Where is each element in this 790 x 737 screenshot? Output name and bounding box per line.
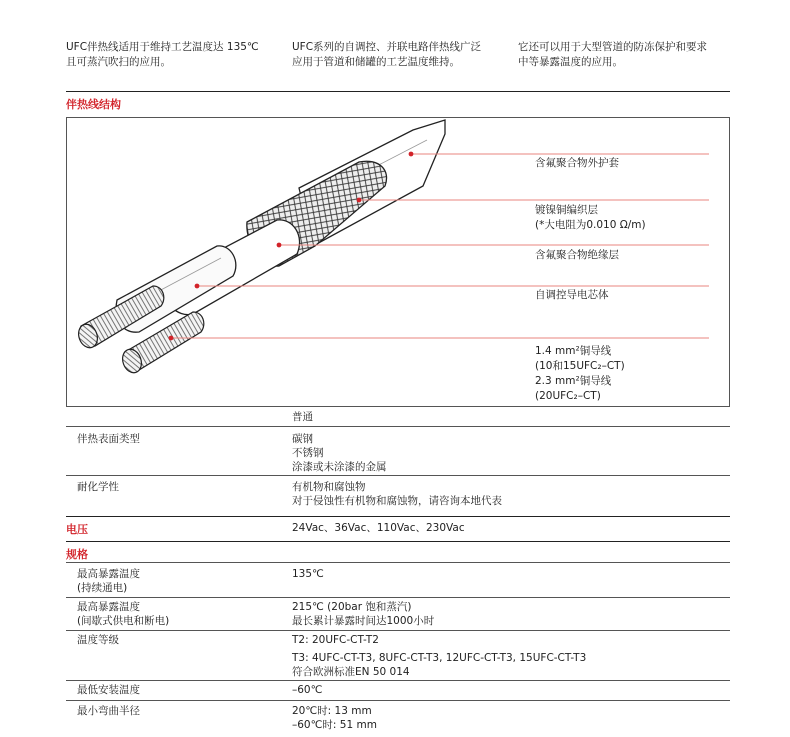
spec-label bbox=[77, 567, 140, 595]
row-divider bbox=[66, 475, 730, 476]
voltage-title: 电压 bbox=[66, 523, 88, 536]
value-text: T3: 4UFC-CT-T3, 8UFC-CT-T3, 12UFC-CT-T3, 15UFC-CT-T3 bbox=[292, 652, 587, 664]
row-divider bbox=[66, 426, 730, 427]
spec-value bbox=[292, 633, 586, 679]
callout-text: (20UFC₂–CT) bbox=[535, 390, 601, 402]
callout-text: 含氟聚合物绝缘层 bbox=[535, 249, 619, 261]
row-divider bbox=[66, 680, 730, 681]
spec-label bbox=[77, 704, 140, 718]
general-header: 普通 bbox=[292, 411, 313, 423]
callout-core bbox=[535, 288, 609, 303]
spec-value bbox=[292, 480, 502, 508]
label-text: 最高暴露温度 bbox=[77, 601, 140, 613]
intro-text: 中等暴露温度的应用。 bbox=[518, 56, 623, 68]
value-text: 20℃时: 13 mm bbox=[292, 705, 372, 717]
spec-value bbox=[292, 432, 387, 474]
section-divider bbox=[66, 516, 730, 517]
value-text: 符合欧洲标准EN 50 014 bbox=[292, 666, 410, 678]
cable-illustration bbox=[67, 118, 731, 408]
callout-text: 1.4 mm²铜导线 bbox=[535, 345, 612, 357]
row-divider bbox=[66, 700, 730, 701]
intro-text: 且可蒸汽吹扫的应用。 bbox=[66, 56, 171, 68]
spec-value bbox=[292, 567, 324, 581]
value-text: –60℃时: 51 mm bbox=[292, 719, 377, 731]
value-text: 有机物和腐蚀物 bbox=[292, 481, 366, 493]
section-divider bbox=[66, 91, 730, 92]
spec-label bbox=[77, 480, 119, 494]
row-divider bbox=[66, 630, 730, 631]
row-divider bbox=[66, 562, 730, 563]
callout-text: 含氟聚合物外护套 bbox=[535, 157, 619, 169]
value-text: –60℃ bbox=[292, 684, 323, 696]
label-text: 最小弯曲半径 bbox=[77, 705, 140, 717]
callout-outer-jacket bbox=[535, 156, 619, 171]
row-divider bbox=[66, 597, 730, 598]
label-text: (间歇式供电和断电) bbox=[77, 615, 170, 627]
spec-value bbox=[292, 704, 377, 732]
label-text: 伴热表面类型 bbox=[77, 433, 140, 445]
label-text: 最高暴露温度 bbox=[77, 568, 140, 580]
spec-value bbox=[292, 600, 434, 628]
callout-braid bbox=[535, 203, 646, 233]
intro-column-2 bbox=[292, 40, 481, 70]
intro-column-3 bbox=[518, 40, 707, 70]
label-text: 温度等级 bbox=[77, 634, 119, 646]
voltage-value: 24Vac、36Vac、110Vac、230Vac bbox=[292, 522, 465, 534]
cable-structure-figure bbox=[66, 117, 730, 407]
structure-title: 伴热线结构 bbox=[66, 98, 121, 111]
intro-text: UFC系列的自调控、并联电路伴热线广泛 bbox=[292, 41, 482, 53]
callout-text: 镀镍铜编织层 bbox=[535, 204, 598, 216]
section-divider bbox=[66, 541, 730, 542]
intro-text: 应用于管道和储罐的工艺温度维持。 bbox=[292, 56, 460, 68]
callout-text: (10和15UFC₂–CT) bbox=[535, 360, 625, 372]
label-text: 最低安装温度 bbox=[77, 684, 140, 696]
spec-value bbox=[292, 683, 322, 697]
spec-label bbox=[77, 683, 140, 697]
value-text: 最长累计暴露时间达1000小时 bbox=[292, 615, 435, 627]
specs-title: 规格 bbox=[66, 548, 88, 561]
callout-insulation bbox=[535, 248, 619, 263]
value-text: 对于侵蚀性有机物和腐蚀物，请咨询本地代表 bbox=[292, 495, 502, 507]
intro-text: UFC伴热线适用于维持工艺温度达 135℃ bbox=[66, 41, 259, 53]
value-text: 不锈钢 bbox=[292, 447, 324, 459]
intro-text: 它还可以用于大型管道的防冻保护和要求 bbox=[518, 41, 707, 53]
label-text: (持续通电) bbox=[77, 582, 128, 594]
spec-label bbox=[77, 600, 169, 628]
spec-label bbox=[77, 432, 140, 446]
callout-text: 自调控导电芯体 bbox=[535, 289, 609, 301]
intro-column-1 bbox=[66, 40, 259, 70]
value-text: 215℃ (20bar 饱和蒸汽) bbox=[292, 601, 412, 613]
value-text: 碳钢 bbox=[292, 433, 313, 445]
callout-text: 2.3 mm²铜导线 bbox=[535, 375, 612, 387]
value-text: T2: 20UFC-CT-T2 bbox=[292, 634, 379, 646]
value-text: 135℃ bbox=[292, 568, 324, 580]
value-text: 涂漆或未涂漆的金属 bbox=[292, 461, 387, 473]
callout-text: (*大电阻为0.010 Ω/m) bbox=[535, 219, 646, 231]
callout-conductor bbox=[535, 344, 625, 404]
label-text: 耐化学性 bbox=[77, 481, 119, 493]
spec-label bbox=[77, 633, 119, 647]
